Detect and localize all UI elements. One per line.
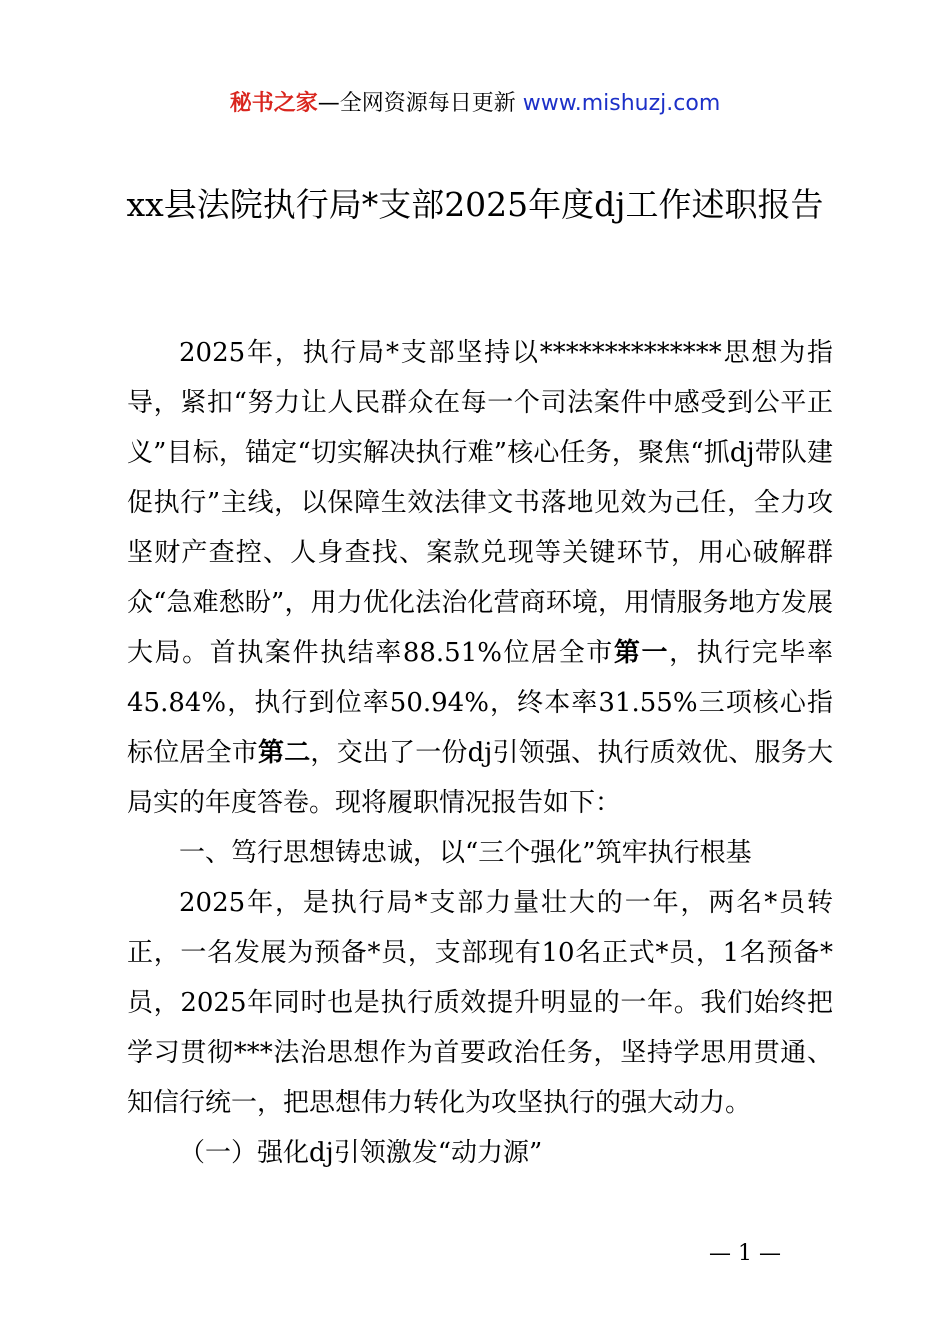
section-heading-1: 一、笃行思想铸忠诚，以“三个强化”筑牢执行根基 [179, 838, 752, 868]
document-body [127, 328, 833, 1178]
intro-text-2: ，执行完毕率45.84%，执行到位率50.94%，终本率31.55%三项核心指标位居全市 [127, 638, 833, 768]
rank-second: 第二 [258, 738, 311, 768]
document-title: xx县法院执行局*支部2025年度dj工作述职报告 [126, 185, 824, 224]
intro-text-3: ，交出了一份dj引领强、执行质效优、服务大局实的年度答卷。现将履职情况报告如下： [127, 738, 833, 818]
brand-name: 秘书之家 [229, 91, 318, 116]
header-slogan: —全网资源每日更新 [317, 91, 523, 116]
site-header [0, 88, 950, 120]
subsection-heading-1: （一）强化dj引领激发“动力源” [179, 1138, 543, 1168]
page-number: — 1 — [709, 1241, 781, 1266]
section-paragraph-1: 2025年，是执行局*支部力量壮大的一年，两名*员转正，一名发展为预备*员，支部现有10名正式*员，1名预备*员，2025年同时也是执行质效提升明显的一年。我们始终把学习贯彻***法治思想作为首要政治任务，坚持学思用贯通、知信行统一，把思想伟力转化为攻坚执行的强大动力。 [127, 888, 833, 1118]
site-url-link[interactable]: www.mishuzj.com [522, 91, 721, 116]
intro-text-1: 2025年，执行局*支部坚持以**************思想为指导，紧扣“努力让人民群众在每一个司法案件中感受到公平正义”目标，锚定“切实解决执行难”核心任务，聚焦“抓dj带队建促执行”主线，以保障生效法律文书落地见效为己任，全力攻坚财产查控、人身查找、案款兑现等关键环节，用心破解群众“急难愁盼”，用力优化法治化营商环境，用情服务地方发展大局。首执案件执结率88.51%位居全市 [127, 338, 833, 668]
rank-first: 第一 [613, 638, 670, 668]
intro-paragraph [127, 328, 833, 828]
